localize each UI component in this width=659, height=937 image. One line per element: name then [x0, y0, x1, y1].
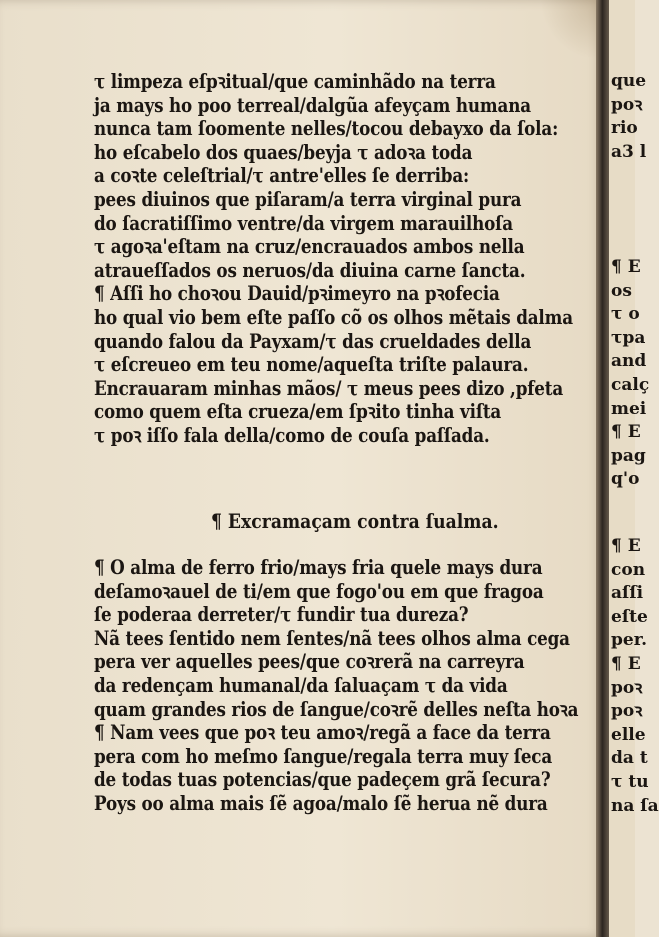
facing-fragment: ¶ E	[611, 536, 641, 556]
verse-block-top	[94, 70, 594, 448]
facing-fragment: aſſi	[611, 583, 644, 604]
text-line: quando falou da Payxam/τ das crueldades della	[94, 329, 532, 353]
text-line: τ poꝛ iſſo fala della/como de couſa paſſada.	[94, 423, 490, 447]
facing-fragment: ¶ E	[611, 653, 641, 674]
facing-fragment: poꝛ	[611, 94, 643, 115]
text-line: pees diuinos que piſaram/a terra virginal pura	[94, 187, 522, 211]
text-line: como quem eſta crueza/em ſpꝛito tinha viſta	[94, 400, 502, 424]
text-line: quam grandes rios de ſangue/coꝛrẽ delles neſta hoꝛa	[94, 697, 579, 721]
text-line: ho eſcabelo dos quaes/beyja τ adoꝛa toda	[94, 140, 473, 164]
facing-fragments-mid	[609, 256, 650, 492]
facing-fragment: poꝛ	[611, 677, 643, 698]
text-line: Poys oo alma mais ſẽ agoa/malo ſẽ herua nẽ dura	[94, 791, 548, 815]
facing-fragment: poꝛ	[611, 701, 643, 722]
facing-fragments-bottom	[609, 535, 659, 818]
text-line: ¶ Nam vees que poꝛ teu amoꝛ/regã a face da terra	[94, 721, 551, 745]
facing-fragment: rio	[611, 118, 638, 139]
text-line: Encrauaram minhas mãos/ τ meus pees dizo ,pfeta	[94, 376, 564, 400]
text-line: ja mays ho poo terreal/dalgũa afeyçam humana	[94, 93, 531, 117]
text-line: de todas tuas potencias/que padeçem grã ſecura?	[94, 768, 551, 792]
facing-fragment: and	[611, 351, 647, 372]
verse-block-bottom	[94, 556, 594, 816]
facing-fragment: eſte	[611, 606, 648, 627]
facing-fragment: mei	[611, 398, 647, 419]
text-line: a coꝛte celeſtrial/τ antre'elles ſe derriba:	[94, 164, 470, 188]
text-line: pera com ho meſmo ſangue/regala terra muy ſeca	[94, 744, 553, 768]
text-line: da redençam humanal/da ſaluaçam τ da vida	[94, 673, 508, 697]
book-page-recto-edge	[609, 0, 659, 937]
text-line: τ eſcreueo em teu nome/aqueſta triſte palaura.	[94, 353, 529, 377]
facing-fragment: elle	[611, 724, 646, 745]
facing-fragments-top	[609, 70, 647, 164]
book-gutter	[596, 0, 610, 937]
facing-fragment: con	[611, 559, 646, 580]
facing-fragment: ¶ E	[611, 257, 641, 277]
facing-fragment: calç	[611, 374, 650, 395]
page-stain	[540, 0, 600, 60]
section-heading: ¶ Excramaçam contra ſualma.	[211, 509, 499, 533]
facing-fragment: τ o	[611, 304, 640, 325]
text-line: Nã tees ſentido nem ſentes/nã tees olhos alma cega	[94, 626, 570, 650]
text-line: ſe poderaa derreter/τ fundir tua dureza?	[94, 603, 469, 627]
text-line: ¶ O alma de ferro frio/mays fria quele mays dura	[94, 556, 543, 579]
facing-fragment: τ tu	[611, 771, 649, 792]
facing-fragment: na ſa	[611, 795, 659, 816]
text-line: ho qual vio bem eſte paſſo cõ os olhos mẽtais dalma	[94, 305, 573, 329]
facing-fragment: per.	[611, 630, 648, 651]
text-line: τ limpeza eſpꝛitual/que caminhãdo na terra	[94, 70, 496, 93]
text-line: ¶ Aſſi ho choꝛou Dauid/pꝛimeyro na pꝛofecia	[94, 282, 500, 306]
text-line: nunca tam ſoomente nelles/tocou debayxo da ſola:	[94, 117, 559, 141]
facing-fragment: que	[611, 71, 647, 91]
facing-fragment: pag	[611, 445, 646, 466]
facing-fragment: ¶ E	[611, 422, 641, 443]
text-line: do ſacratiſſimo ventre/da virgem marauilhoſa	[94, 211, 513, 235]
text-line: pera ver aquelles pees/que coꝛrerã na carreyra	[94, 650, 525, 674]
text-line: τ agoꝛa'eſtam na cruz/encrauados ambos nella	[94, 235, 525, 259]
facing-fragment: os	[611, 280, 632, 301]
facing-fragment: q'o	[611, 469, 640, 490]
facing-fragment: da t	[611, 748, 648, 769]
facing-fragment: a3 l	[611, 141, 647, 162]
facing-fragment: τpa	[611, 327, 646, 348]
text-line: deſamoꝛauel de ti/em que fogo'ou em que fragoa	[94, 579, 544, 603]
text-line: atraueſſados os neruos/da diuina carne ſancta.	[94, 258, 526, 282]
